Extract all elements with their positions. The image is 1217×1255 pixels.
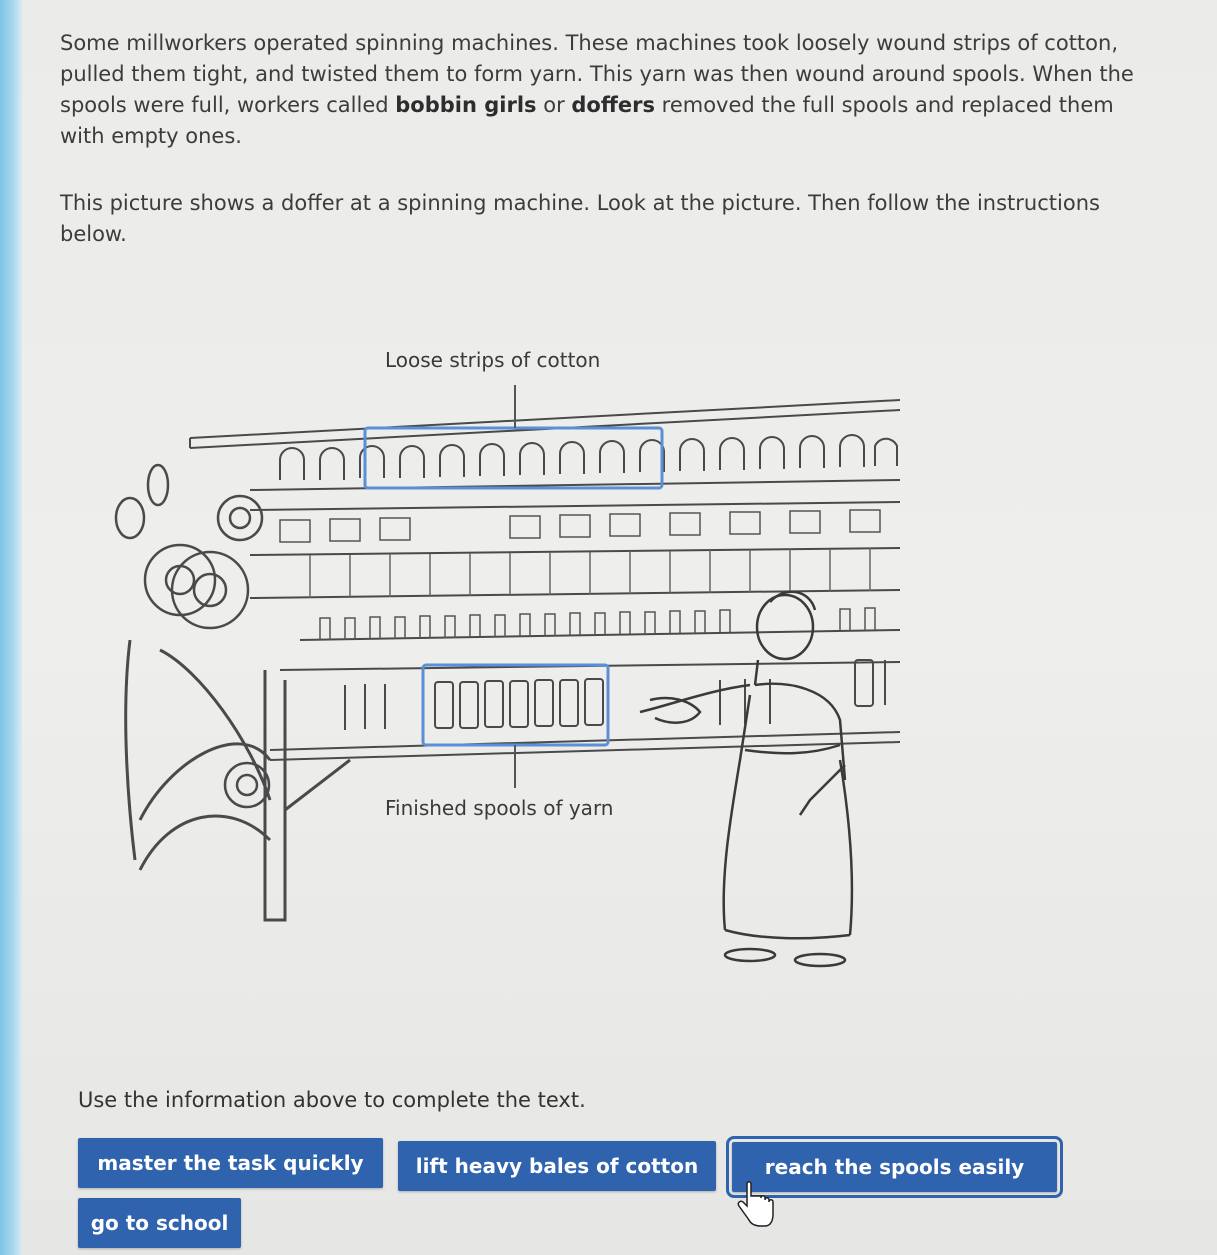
screen-left-edge [0, 0, 22, 1255]
option-label: go to school [90, 1211, 229, 1235]
doffer-figure [640, 592, 852, 966]
machine-wheels [116, 465, 269, 807]
option-label: reach the spools easily [764, 1155, 1025, 1179]
option-label: master the task quickly [97, 1151, 364, 1175]
top-spools [280, 435, 897, 480]
spinning-machine-illustration [110, 340, 910, 980]
finished-spools-highlight [423, 665, 608, 745]
option-reach-spools-easily[interactable] [732, 1142, 1057, 1192]
option-master-task-quickly[interactable] [78, 1138, 383, 1188]
picture-intro-paragraph: This picture shows a doffer at a spinning machine. Look at the picture. Then follow the instructions below. [60, 191, 1100, 246]
label-loose-strips: Loose strips of cotton [385, 348, 601, 372]
term-bobbin-girls: bobbin girls [395, 93, 537, 117]
intro-paragraph: Some millworkers operated spinning machines. These machines took loosely wound strips of cotton, pulled them tight, and twisted them to form yarn. This yarn was then wound around spools. When the spools were full, workers called bobbin girls or doffers removed the full spools and replaced them with empty ones. [60, 31, 1134, 148]
option-label: lift heavy bales of cotton [415, 1154, 699, 1178]
spinning-machine-drawing [110, 340, 910, 980]
option-lift-heavy-bales[interactable] [398, 1141, 716, 1191]
finished-spools [345, 660, 885, 730]
instruction-text: Use the information above to complete the text. [78, 1088, 586, 1112]
term-doffers: doffers [571, 93, 655, 117]
label-finished-spools: Finished spools of yarn [385, 796, 614, 820]
option-go-to-school[interactable] [78, 1198, 241, 1248]
hand-cursor-icon [735, 1180, 775, 1228]
